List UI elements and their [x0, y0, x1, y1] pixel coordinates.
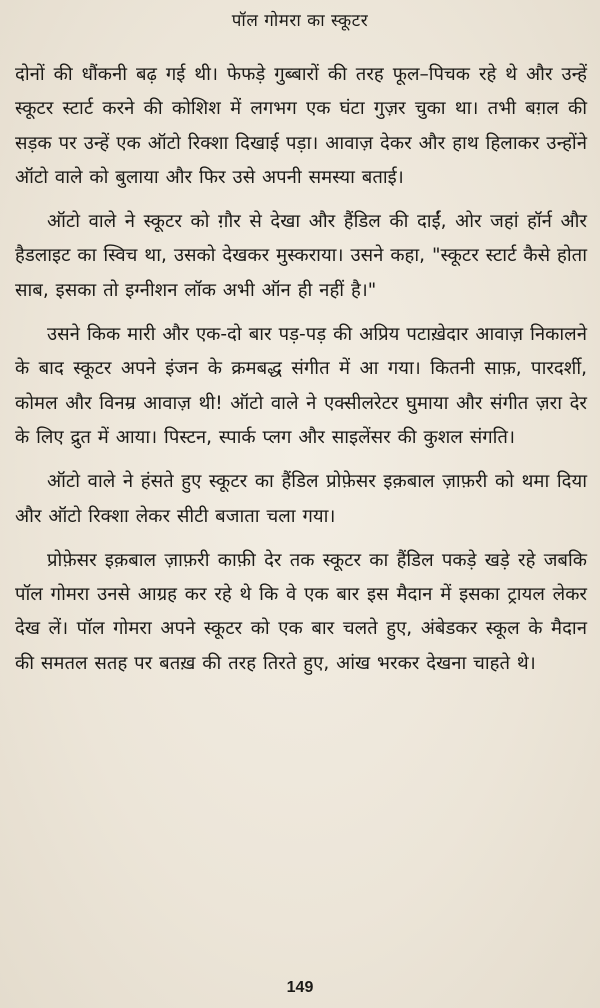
page-number: 149: [286, 979, 314, 996]
body-text: [15, 58, 587, 681]
paragraph-1: दोनों की धौंकनी बढ़ गई थी। फेफड़े गुब्बारों की तरह फूल–पिचक रहे थे और उन्हें स्कूटर स्टार्ट करने की कोशिश में लगभग एक घंटा गुज़र चुका था। तभी बग़ल की सड़क पर उन्हें एक ऑटो रिक्शा दिखाई पड़ा। आवाज़ देकर और हाथ हिलाकर उन्होंने ऑटो वाले को बुलाया और फिर उसे अपनी समस्या बताई।: [15, 64, 587, 188]
paragraph-5: प्रोफ़ेसर इक़बाल ज़ाफ़री काफ़ी देर तक स्कूटर का हैंडिल पकड़े खड़े रहे जबकि पॉल गोमरा उनसे आग्रह कर रहे थे कि वे एक बार इस मैदान में इसका ट्रायल लेकर देख लें। पॉल गोमरा अपने स्कूटर को एक बार चलते हुए, अंबेडकर स्कूल के मैदान की समतल सतह पर बतख़ की तरह तिरते हुए, आंख भरकर देखना चाहते थे।: [15, 549, 587, 674]
paragraph-3: उसने किक मारी और एक-दो बार पड़-पड़ की अप्रिय पटाख़ेदार आवाज़ निकालने के बाद स्कूटर अपने इंजन के क्रमबद्ध संगीत में आ गया। कितनी साफ़, पारदर्शी, कोमल और विनम्र आवाज़ थी! ऑटो वाले ने एक्सीलरेटर घुमाया और संगीत ज़रा देर के लिए द्रुत में आया। पिस्टन, स्पार्क प्लग और साइलेंसर की कुशल संगति।: [15, 324, 587, 448]
running-header: पॉल गोमरा का स्कूटर: [231, 11, 369, 31]
paragraph-2: ऑटो वाले ने स्कूटर को ग़ौर से देखा और हैंडिल की दाईं, ओर जहां हॉर्न और हैडलाइट का स्विच था, उसको देखकर मुस्कराया। उसने कहा, "स्कूटर स्टार्ट कैसे होता साब, इसका तो इग्नीशन लॉक अभी ऑन ही नहीं है।": [15, 211, 587, 301]
paragraph-4: ऑटो वाले ने हंसते हुए स्कूटर का हैंडिल प्रोफ़ेसर इक़बाल ज़ाफ़री को थमा दिया और ऑटो रिक्शा लेकर सीटी बजाता चला गया।: [15, 471, 587, 527]
